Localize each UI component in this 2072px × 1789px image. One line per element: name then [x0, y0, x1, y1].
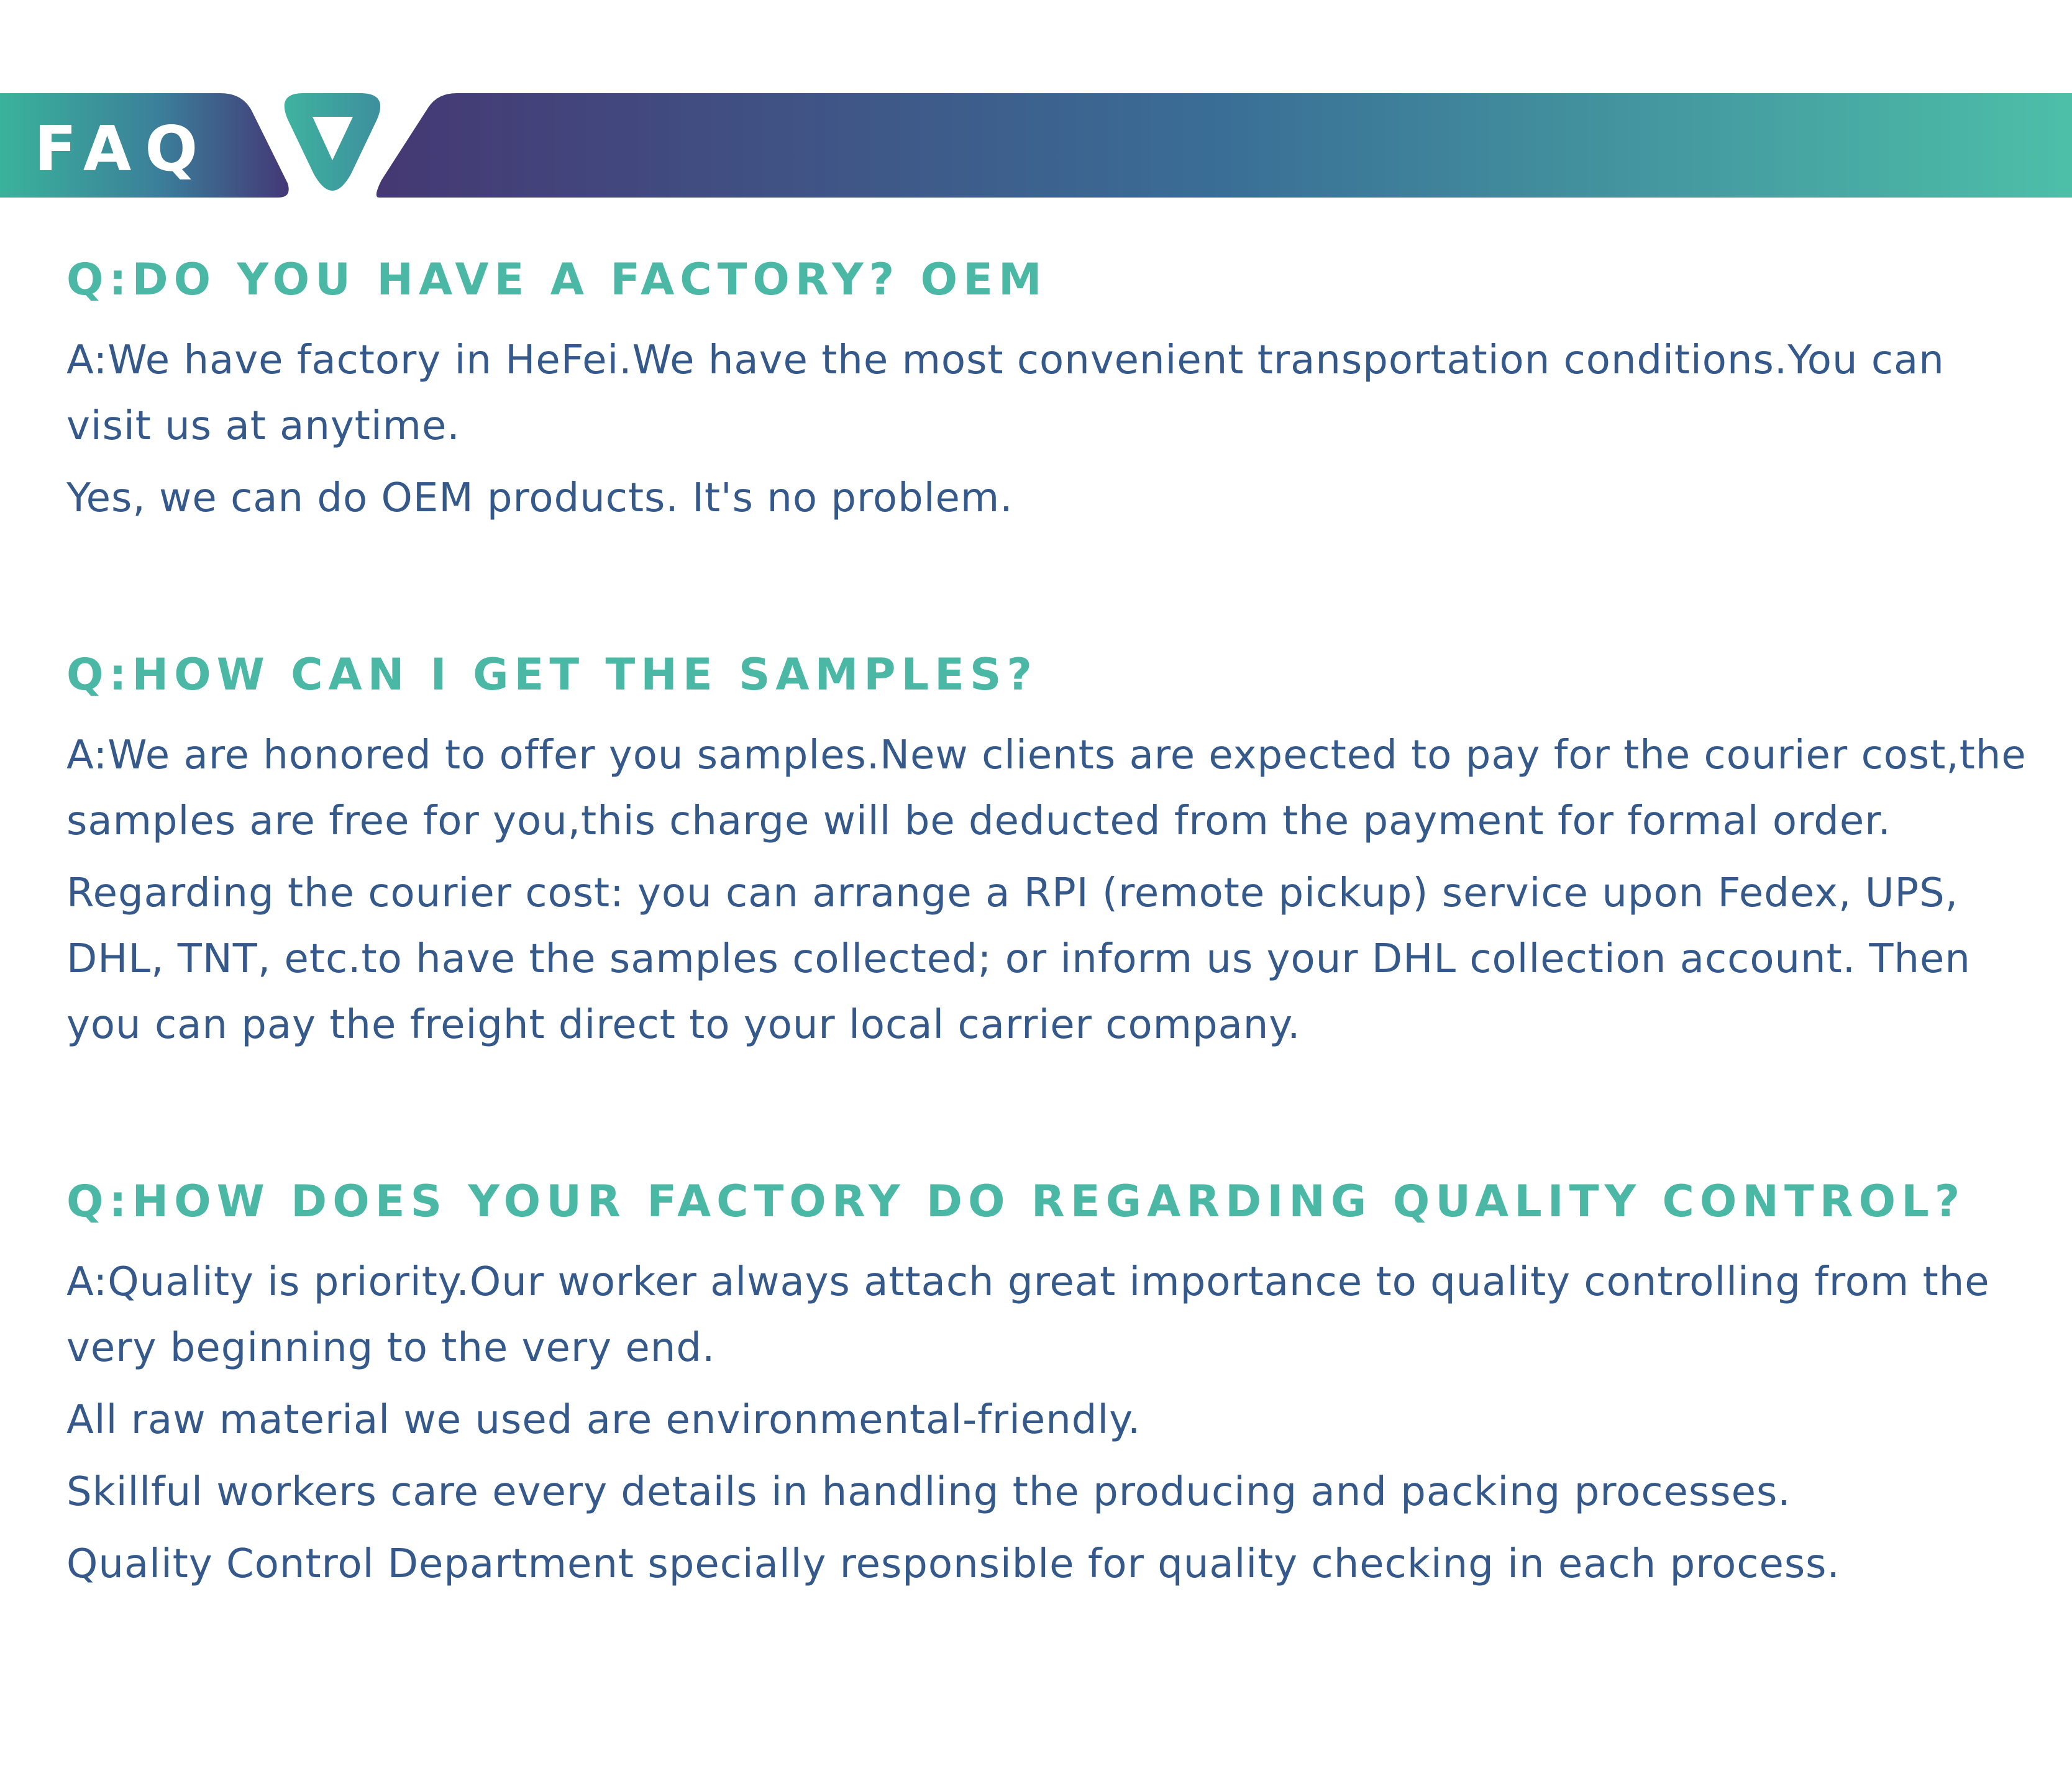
faq-answer: A:We are honored to offer you samples.New clients are expected to pay for the courier cost,the samples are free for you,this charge will be deducted from the payment for formal order.: [66, 732, 2027, 844]
faq-answer-group: [66, 722, 2042, 1058]
faq-answer: Quality Control Department specially responsible for quality checking in each process.: [66, 1541, 1840, 1587]
faq-answer: Skillful workers care every details in handling the producing and packing processes.: [66, 1469, 1791, 1515]
faq-header-banner: [0, 0, 2072, 205]
page-title: FAQ: [34, 112, 212, 185]
faq-item-quality-control: [66, 1167, 2042, 1597]
faq-answer-group: [66, 1249, 2042, 1597]
faq-answer: A:We have factory in HeFei.We have the most convenient transportation conditions.You can visit us at anytime.: [66, 337, 1945, 449]
faq-item-factory: [66, 245, 2042, 531]
faq-item-samples: [66, 640, 2042, 1058]
header-right-bar: [377, 93, 2072, 198]
header-banner-graphic: [0, 0, 2072, 205]
faq-list: [66, 245, 2042, 1597]
faq-question: Q:HOW CAN I GET THE SAMPLES?: [66, 649, 1038, 700]
downward-triangle-logo-icon: [285, 93, 380, 191]
faq-answer: All raw material we used are environmental-friendly.: [66, 1397, 1141, 1443]
faq-question: Q:HOW DOES YOUR FACTORY DO REGARDING QUALITY CONTROL?: [66, 1176, 1966, 1227]
faq-answer: A:Quality is priority.Our worker always attach great importance to quality controlling from the very beginning to the very end.: [66, 1259, 1990, 1371]
faq-question: Q:DO YOU HAVE A FACTORY? OEM: [66, 254, 1047, 305]
faq-answer-group: [66, 327, 2042, 531]
faq-answer: Yes, we can do OEM products. It's no problem.: [66, 475, 1013, 521]
faq-answer: Regarding the courier cost: you can arrange a RPI (remote pickup) service upon Fedex, UPS, DHL, TNT, etc.to have the samples collected; or inform us your DHL collection account. Then you can pay the freight direct to your local carrier company.: [66, 870, 1971, 1048]
